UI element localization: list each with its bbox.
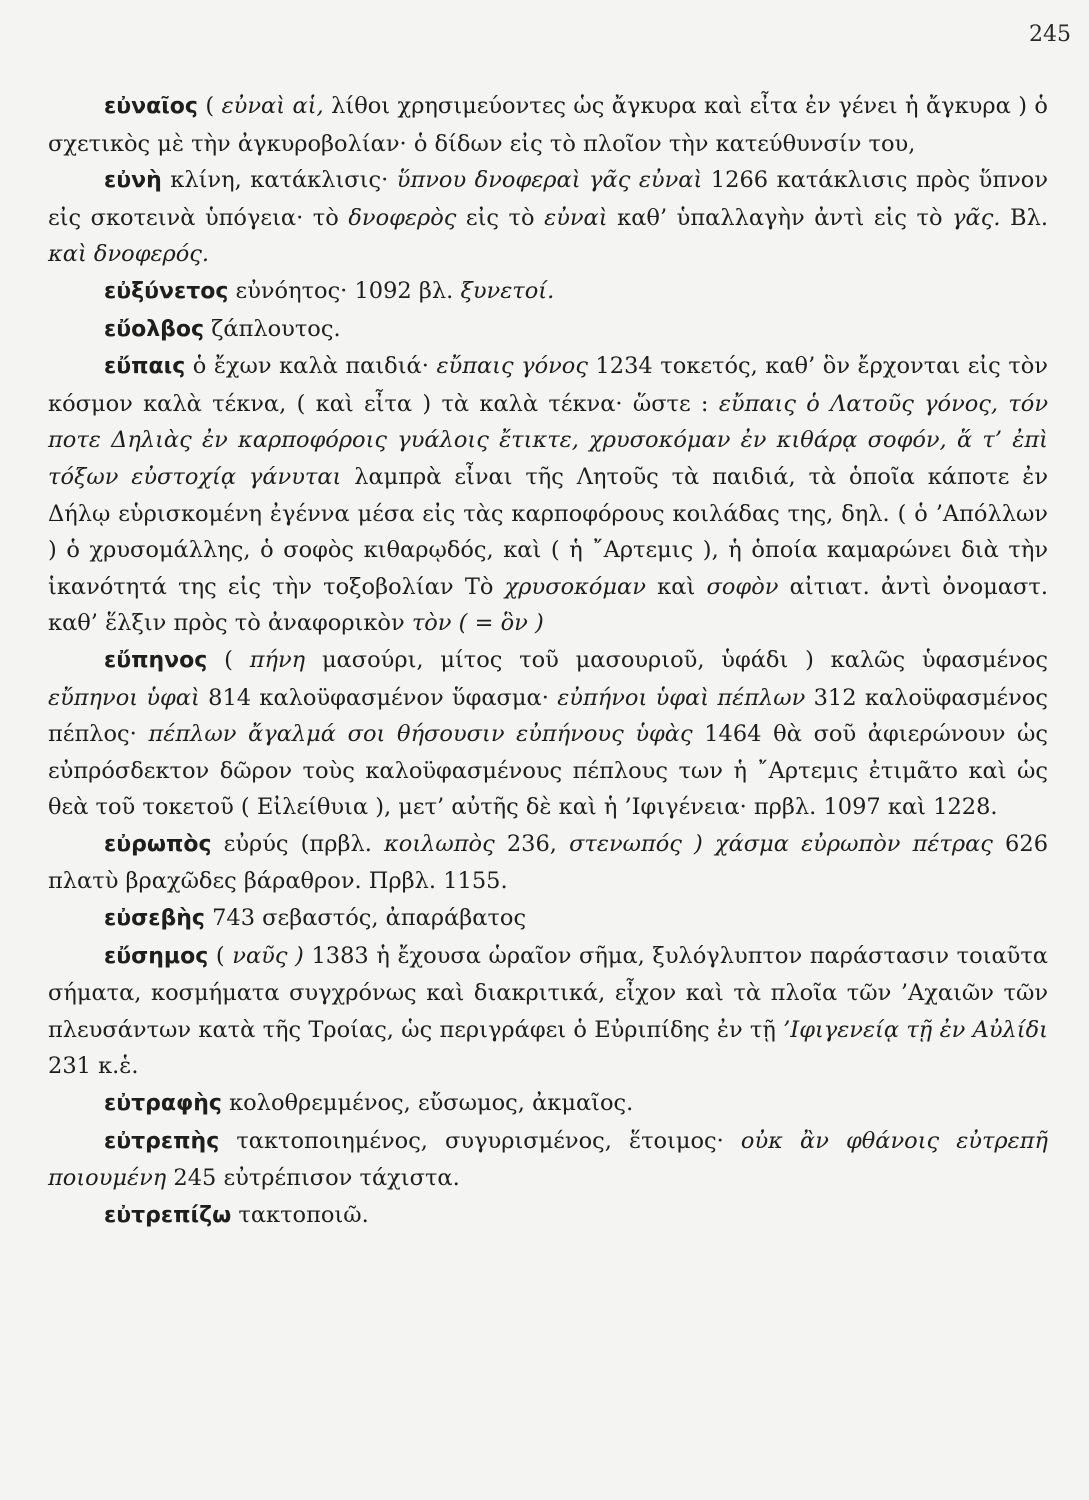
entry-definition: 312 καλοϋφασμένος πέπλος·	[48, 684, 1048, 748]
entry-quote: εὐπήνοι ὑφαὶ πέπλων	[557, 684, 806, 711]
entry-headword: εὔολβος	[104, 316, 205, 342]
entry-definition: κολοθρεμμένος, εὔσωμος, ἀκμαῖος.	[221, 1090, 634, 1117]
entry-headword: εὐτραφὴς	[104, 1091, 222, 1117]
entry-definition: εἰς τὸ	[456, 204, 545, 231]
glossary-entry	[48, 642, 1048, 826]
entry-headword: εὐξύνετος	[104, 278, 229, 304]
entry-headword: εὐρωπὸς	[104, 831, 212, 857]
entry-definition: 1464 θὰ σοῦ ἀφιερώνουν ὡς εὐπρόσδεκτον δῶρον τοὺς καλοϋφασμένους πέπλους των ἡ ῎Αρτεμις ἐτιμᾶτο καὶ ὡς θεὰ τοῦ τοκετοῦ ( Εἰλείθυια ), μετ’ αὐτῆς δὲ καὶ ἡ ’Ιφιγένεια· πρβλ. 1097 καὶ 1228.	[48, 721, 1049, 821]
entry-definition: καθ’ ὑπαλλαγὴν ἀντὶ εἰς τὸ	[607, 204, 953, 231]
entry-quote: δνοφερὸς	[348, 204, 457, 231]
entry-headword: εὐνὴ	[104, 168, 162, 194]
glossary-entry	[48, 1085, 1048, 1123]
entry-headword: εὔπηνος	[104, 647, 208, 673]
entry-headword: εὔπαις	[104, 354, 186, 380]
entry-quote: πέπλων ἄγαλμά σοι θήσουσιν εὐπήνους ὑφὰς	[148, 721, 693, 748]
entry-definition: εὐνόητος· 1092 βλ.	[228, 277, 461, 304]
entry-definition: λαμπρὰ εἶναι τῆς Λητοῦς τὰ παιδιά, τὰ ὁποῖα κάποτε ἐν Δήλῳ εὑρισκομένη ἐγέννα μέσα εἰς τὰς καρποφόρους κοιλάδας της, δηλ. ( ὁ ’Απόλλων ) ὁ χρυσομάλλης, ὁ σοφὸς κιθαρῳδός, καὶ ( ἡ ῎Αρτεμις ), ἡ ὁποία καμαρώνει διὰ τὴν ἱκανότητά της εἰς τὴν τοξοβολίαν Τὸ	[48, 463, 1049, 600]
glossary-entries	[48, 88, 1048, 1234]
glossary-entry	[48, 1197, 1048, 1235]
entry-definition: μασούρι, μίτος τοῦ μασουριοῦ, ὑφάδι ) καλῶς ὑφασμένος	[305, 646, 1048, 673]
entry-definition: ζάπλουτος.	[204, 315, 341, 342]
entry-quote: εὐναὶ	[544, 204, 608, 231]
entry-quote: ναῦς )	[232, 942, 304, 969]
entry-definition: 1266 κατάκλισις πρὸς ὕπνον εἰς σκοτεινὰ ὑπόγεια· τὸ	[48, 167, 1049, 231]
glossary-entry	[48, 900, 1048, 938]
entry-quote: τὸν ( = ὃν )	[411, 610, 544, 637]
entry-headword: εὐτρεπίζω	[104, 1202, 232, 1228]
entry-definition: (	[207, 646, 250, 673]
entry-definition: 1383 ἡ ἔχουσα ὡραῖον σῆμα, ξυλόγλυπτον παράστασιν τοιαῦτα σήματα, κοσμήματα συγχρόνως καὶ διακριτικά, εἶχον καὶ τὰ πλοῖα τῶν ’Αχαιῶν τῶν πλευσάντων κατὰ τῆς Τροίας, ὡς περιγράφει ὁ Εὐριπίδης ἐν τῇ	[48, 942, 1048, 1043]
entry-quote: κοιλωπὸς	[384, 830, 495, 857]
glossary-entry	[48, 311, 1048, 349]
entry-definition: 236,	[494, 830, 570, 857]
entry-quote: σοφὸν	[706, 573, 779, 600]
entry-headword: εὐναῖος	[104, 94, 198, 119]
glossary-entry	[48, 273, 1048, 311]
entry-definition: τακτοποιῶ.	[231, 1201, 369, 1228]
entry-quote: εὔπαις γόνος	[436, 353, 588, 380]
entry-definition: αἰτιατ. ἀντὶ ὀνομαστ. καθ’ ἕλξιν πρὸς τὸ ἀναφορικὸν	[48, 573, 1048, 637]
entry-quote: χρυσοκόμαν	[504, 573, 646, 600]
entry-definition: λίθοι χρησιμεύοντες ὡς ἄγκυρα καὶ εἶτα ἐν γένει ἡ ἄγκυρα ) ὁ σχετικὸς μὲ τὴν ἀγκυροβολίαν· ὁ δίδων εἰς τὸ πλοῖον τὴν κατεύθυνσίν του,	[48, 93, 1048, 157]
glossary-entry	[48, 162, 1048, 273]
entry-quote: πήνη	[249, 646, 306, 673]
page-number: 245	[1029, 22, 1071, 47]
entry-definition: (	[208, 942, 233, 969]
entry-definition: 743 σεβαστός, ἀπαράβατος	[204, 905, 527, 932]
entry-definition: Βλ.	[1000, 204, 1049, 231]
entry-quote: καὶ δνοφερός.	[48, 241, 210, 268]
entry-definition: 626 πλατὺ βραχῶδες βάραθρον. Πρβλ. 1155.	[48, 830, 1049, 895]
entry-headword: εὐσεβὴς	[104, 906, 205, 932]
entry-quote: ξυνετοί.	[460, 277, 555, 304]
entry-headword: εὐτρεπὴς	[104, 1128, 220, 1154]
glossary-entry	[48, 826, 1048, 900]
entry-quote: στενωπός ) χάσμα εὐρωπὸν πέτρας	[569, 830, 993, 857]
glossary-entry	[48, 1123, 1048, 1197]
entry-definition: (	[197, 93, 222, 119]
entry-definition: κλίνη, κατάκλισις·	[161, 167, 397, 194]
glossary-entry	[48, 88, 1048, 162]
entry-quote: οὐκ ἂν φθάνοις εὐτρεπῆ ποιουμένη	[48, 1127, 1049, 1192]
entry-quote: γᾶς.	[952, 204, 1001, 231]
glossary-entry	[48, 938, 1048, 1085]
entry-quote: εὔπηνοι ὑφαὶ	[48, 684, 200, 711]
entry-quote: ’Ιφιγενείᾳ τῇ ἐν Αὐλίδι	[783, 1016, 1048, 1043]
entry-definition: 231 κ.ἑ.	[48, 1053, 139, 1080]
entry-definition: εὐρύς (πρβλ.	[211, 830, 385, 857]
entry-definition: 814 καλοϋφασμένον ὕφασμα·	[199, 684, 558, 711]
entry-definition: καὶ	[645, 573, 707, 600]
entry-quote: εὐναὶ αἱ,	[221, 93, 324, 119]
entry-definition: 1234 τοκετός, καθ’ ὃν ἔρχονται εἰς τὸν κόσμον καλὰ τέκνα, ( καὶ εἶτα ) τὰ καλὰ τέκνα· ὥστε :	[48, 353, 1048, 417]
entry-definition: ὁ ἔχων καλὰ παιδιά·	[185, 353, 437, 380]
entry-quote: ὕπνου δνοφεραὶ γᾶς εὐναὶ	[396, 167, 703, 194]
entry-definition: 245 εὐτρέπισον τάχιστα.	[166, 1165, 460, 1192]
entry-headword: εὔσημος	[104, 943, 209, 969]
entry-quote: εὔπαις ὁ Λατοῦς γόνος, τόν ποτε Δηλιὰς ἐν καρποφόροις γυάλοις ἔτικτε, χρυσοκόμαν ἐν κιθάρᾳ σοφόν, ἅ τ’ ἐπὶ τόξων εὐστοχίᾳ γάνυται	[48, 390, 1049, 490]
glossary-entry	[48, 348, 1048, 642]
entry-definition: τακτοποιημένος, συγυρισμένος, ἕτοιμος·	[219, 1127, 741, 1154]
